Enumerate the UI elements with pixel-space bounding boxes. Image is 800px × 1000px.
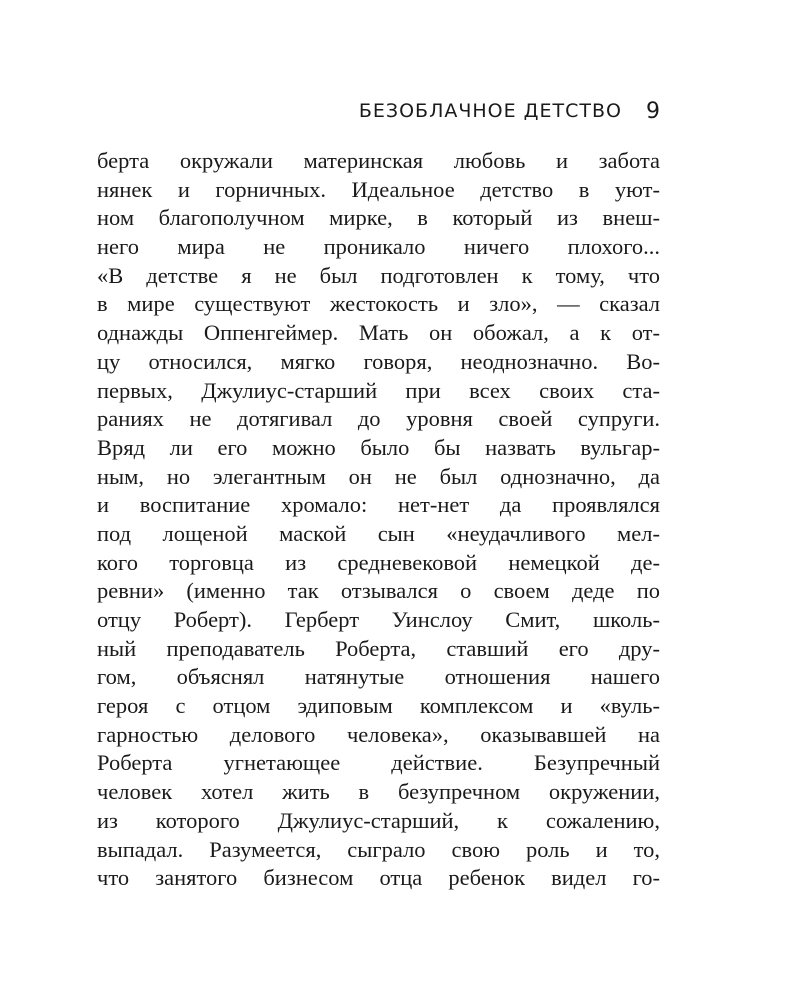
text-line: выпадал. Разумеется, сыграло свою роль и то,	[97, 836, 660, 862]
text-line: гом, объяснял натянутые отношения нашего	[97, 664, 660, 690]
text-line: ном благополучном мирке, в который из внеш-	[97, 205, 660, 231]
chapter-title: БЕЗОБЛАЧНОЕ ДЕТСТВО	[358, 100, 622, 122]
text-line: что занятого бизнесом отца ребенок видел го-	[97, 865, 660, 891]
text-line: гарностью делового человека», оказывавшей на	[97, 721, 660, 747]
text-line: ревни» (именно так отзывался о своем деде по	[97, 578, 660, 604]
text-line: первых, Джулиус-старший при всех своих ста-	[97, 377, 660, 403]
text-line: в мире существуют жестокость и зло», — сказал	[97, 291, 660, 317]
text-line: цу относился, мягко говоря, неоднозначно. Во-	[97, 348, 660, 374]
text-line: раниях не дотягивал до уровня своей супруги.	[97, 406, 660, 432]
running-head	[359, 96, 660, 126]
text-line: человек хотел жить в безупречном окружении,	[97, 779, 660, 805]
text-line: из которого Джулиус-старший, к сожалению,	[97, 807, 660, 833]
text-line: него мира не проникало ничего плохого...	[97, 234, 660, 260]
text-line: Вряд ли его можно было бы назвать вульгар-	[97, 434, 660, 460]
text-line: ный преподаватель Роберта, ставший его дру-	[97, 635, 660, 661]
text-line: однажды Оппенгеймер. Мать он обожал, а к от-	[97, 320, 660, 346]
text-line: нянек и горничных. Идеальное детство в уют-	[97, 176, 660, 202]
text-line: и воспитание хромало: нет-нет да проявлялся	[97, 492, 660, 518]
text-line: берта окружали материнская любовь и забота	[97, 148, 660, 173]
text-line: под лощеной маской сын «неудачливого мел-	[97, 520, 660, 546]
page-number: 9	[646, 98, 660, 124]
text-line: «В детстве я не был подготовлен к тому, что	[97, 262, 660, 288]
text-line: Роберта угнетающее действие. Безупречный	[97, 750, 660, 776]
text-line: ным, но элегантным он не был однозначно, да	[97, 463, 660, 489]
body-text	[97, 147, 660, 893]
text-line: отцу Роберт). Герберт Уинслоу Смит, школь-	[97, 607, 660, 632]
text-line: кого торговца из средневековой немецкой де-	[97, 549, 660, 575]
text-line: героя с отцом эдиповым комплексом и «вуль-	[97, 693, 660, 719]
